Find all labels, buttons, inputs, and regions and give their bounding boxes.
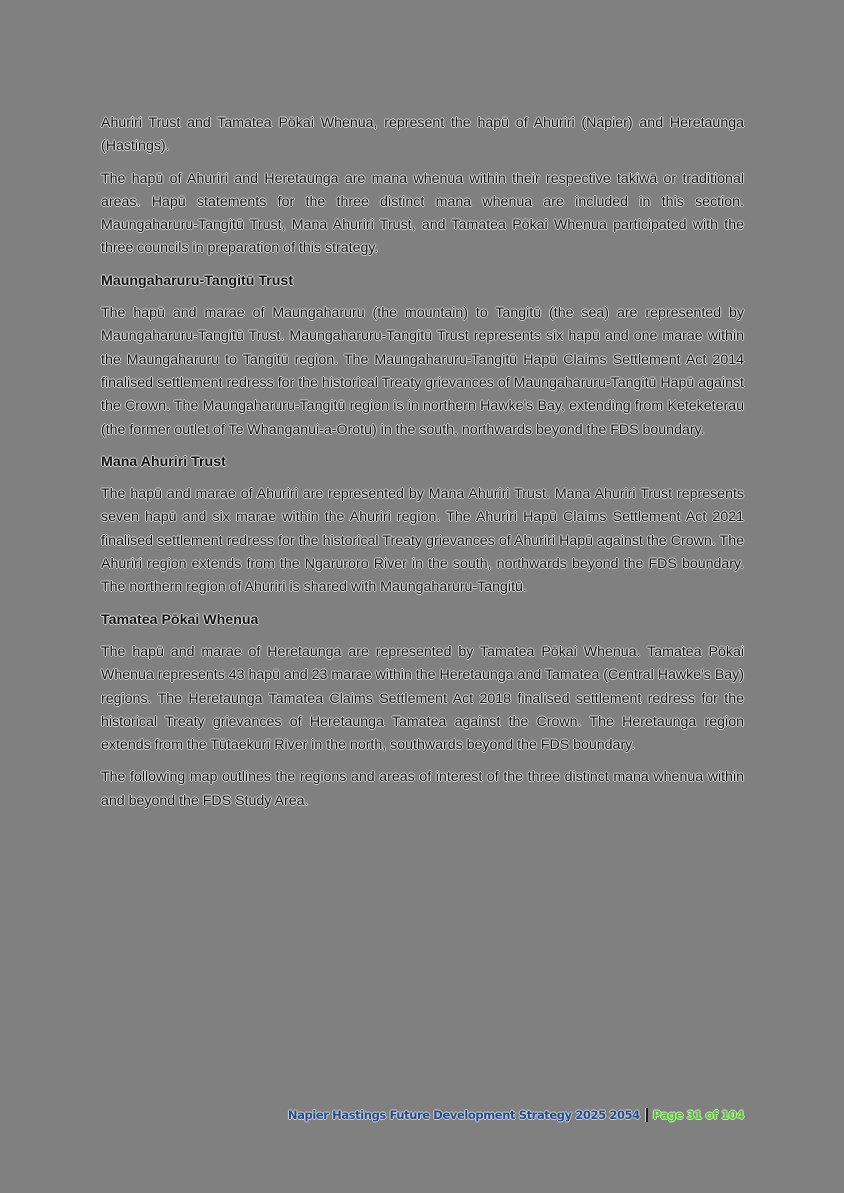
- section-body-mana-ahuriri: The hapū and marae of Ahuriri are represented by Mana Ahuriri Trust. Mana Ahuriri Trust represents seven hapū and six marae within the Ahuriri region. The Ahuriri Hapū Claims Settlement Act 2021 finalised settlement redress for the historical Treaty grievances of Ahuriri Hapū against the Crown. The Ahuriri region extends from the Ngaruroro River in the south, northwards beyond the FDS boundary. The northern region of Ahuriri is shared with Maungaharuru-Tangitū.: [101, 486, 744, 596]
- closing-paragraph: The following map outlines the regions and areas of interest of the three distinct mana whenua within and beyond the FDS Study Area.: [101, 769, 744, 809]
- section-heading-mana-ahuriri: Mana Ahuriri Trust: [101, 453, 226, 470]
- page-body: [101, 112, 744, 822]
- footer-document-title: Napier Hastings Future Development Strategy 2025 2054: [287, 1108, 640, 1122]
- section-body-tamatea-pokai-whenua: The hapū and marae of Heretaunga are represented by Tamatea Pōkai Whenua. Tamatea Pōkai Whenua represents 43 hapū and 23 marae within the Heretaunga and Tamatea (Central Hawke's Bay) regions. The Heretaunga Tamatea Claims Settlement Act 2018 finalised settlement redress for the historical Treaty grievances of Heretaunga Tamatea against the Crown. The Heretaunga region extends from the Tūtaekurī River in the north, southwards beyond the FDS boundary.: [101, 643, 744, 754]
- section-heading-tamatea-pokai-whenua: Tamatea Pōkai Whenua: [101, 611, 259, 628]
- section-body-maungaharuru-tangitu: The hapū and marae of Maungaharuru (the mountain) to Tangitū (the sea) are represented by Maungaharuru-Tangitū Trust. Maungaharuru-Tangitū Trust represents six hapū and one marae within the Maungaharuru to Tangitū region. The Maungaharuru-Tangitū Hapū Claims Settlement Act 2014 finalised settlement redress for the historical Treaty grievances of Maungaharuru-Tangitū Hapū against the Crown. The Maungaharuru-Tangitū region is in northern Hawke's Bay, extending from Keteketerau (the former outlet of Te Whanganui-a-Orotu) in the south, northwards beyond the FDS boundary.: [101, 305, 744, 438]
- intro-paragraph-1: Ahuriri Trust and Tamatea Pōkai Whenua, represent the hapū of Ahuriri (Napier) and Heretaunga (Hastings).: [101, 115, 744, 155]
- page-footer: [288, 1108, 744, 1122]
- footer-divider: [645, 1108, 648, 1122]
- intro-paragraph-2: The hapū of Ahuriri and Heretaunga are mana whenua within their respective takiwā or traditional areas. Hapū statements for the three distinct mana whenua are included in this section. Maungaharuru-Tangitū Trust, Mana Ahuriri Trust, and Tamatea Pōkai Whenua participated with the three councils in preparation of this strategy.: [101, 170, 744, 257]
- section-heading-maungaharuru-tangitu: Maungaharuru-Tangitū Trust: [101, 272, 294, 289]
- footer-page-number: Page 31 of 104: [652, 1108, 744, 1122]
